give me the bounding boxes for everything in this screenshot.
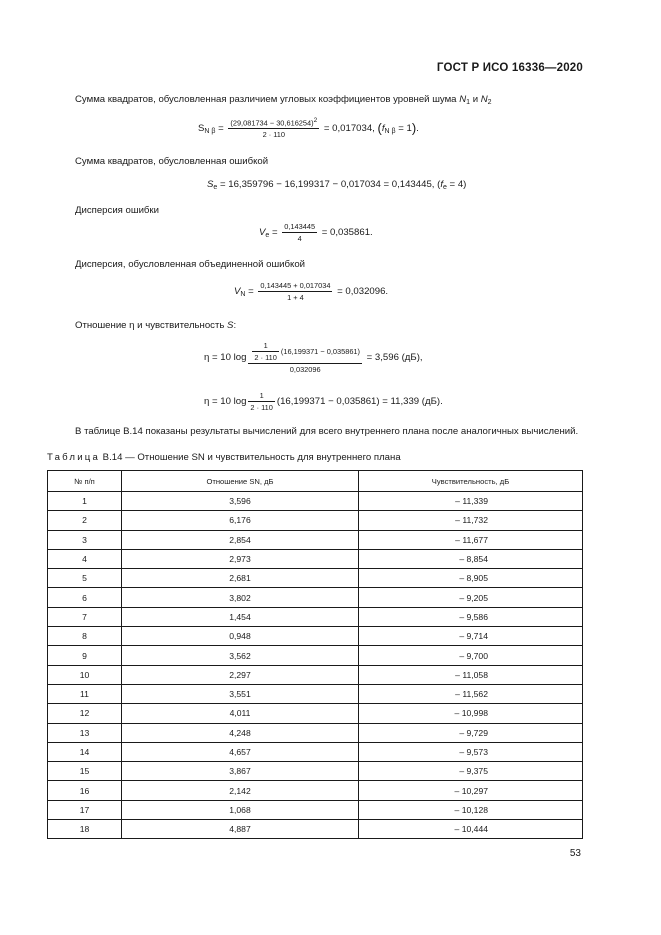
formula-lhs-sub: N β [204, 127, 216, 135]
cell-index: 5 [48, 569, 122, 588]
cell-sensitivity: – 10,297 [359, 781, 583, 800]
var-n1: N [459, 94, 467, 105]
header-sensitivity: Чувствительность, дБ [359, 471, 583, 492]
paragraph-ratio-sensitivity [75, 320, 236, 331]
formula-result: = 0,032096. [334, 286, 389, 298]
cell-index: 14 [48, 742, 122, 761]
formula-lhs: η = 10 log [204, 396, 247, 408]
fraction-denominator: 2 · 110 [250, 403, 273, 412]
cell-sn-ratio: 2,142 [122, 781, 359, 800]
cell-index: 2 [48, 511, 122, 530]
cell-index: 11 [48, 684, 122, 703]
formula-se [207, 179, 466, 191]
numerator-text: (29,081734 − 30,616254) [230, 118, 314, 128]
cell-index: 6 [48, 588, 122, 607]
cell-sn-ratio: 2,973 [122, 549, 359, 568]
cell-index: 16 [48, 781, 122, 800]
table-row [48, 607, 583, 626]
cell-index: 15 [48, 762, 122, 781]
formula-lhs-sub: e [265, 232, 270, 240]
cell-sensitivity: – 9,729 [359, 723, 583, 742]
cell-sn-ratio: 2,854 [122, 530, 359, 549]
cell-index: 8 [48, 627, 122, 646]
formula-ve [259, 222, 373, 243]
var-s: S [227, 320, 234, 331]
cell-sn-ratio: 3,596 [122, 492, 359, 511]
table-row [48, 762, 583, 781]
cell-sn-ratio: 4,657 [122, 742, 359, 761]
results-table [47, 470, 583, 839]
fraction-denominator: 4 [297, 234, 302, 243]
inner-rest: (16,199371 − 0,035861) [280, 346, 360, 356]
paragraph-text: Отношение η и чувствительность [75, 320, 228, 331]
cell-index: 10 [48, 665, 122, 684]
inner-denominator: 2 · 110 [254, 353, 277, 362]
cell-index: 9 [48, 646, 122, 665]
cell-index: 13 [48, 723, 122, 742]
formula-vn [234, 281, 388, 302]
formula-lhs: V [259, 227, 266, 239]
paragraph-text: Сумма квадратов, обусловленная различием угловых коэффициентов уровней шума [75, 94, 460, 105]
equals: = [245, 286, 257, 298]
period: . [416, 122, 419, 134]
table-header-row [48, 471, 583, 492]
cell-sensitivity: – 11,677 [359, 530, 583, 549]
formula-result: = 0,017034, [321, 122, 378, 134]
conj: и [470, 94, 481, 105]
cell-sn-ratio: 1,068 [122, 800, 359, 819]
fraction-numerator: 1 [248, 391, 274, 402]
cell-sensitivity: – 9,586 [359, 607, 583, 626]
table-row [48, 684, 583, 703]
cell-sensitivity: – 8,905 [359, 569, 583, 588]
cell-sensitivity: – 9,700 [359, 646, 583, 665]
table-row [48, 820, 583, 839]
formula-result: = 0,035861. [319, 227, 373, 239]
cell-sn-ratio: 3,562 [122, 646, 359, 665]
paragraph-error-sum: Сумма квадратов, обусловленная ошибкой [75, 156, 269, 167]
fraction-denominator: 1 + 4 [287, 293, 304, 302]
cell-sn-ratio: 4,011 [122, 704, 359, 723]
cell-sensitivity: – 9,205 [359, 588, 583, 607]
cell-index: 3 [48, 530, 122, 549]
formula-eta-1 [204, 341, 423, 374]
fraction [228, 117, 319, 139]
cell-index: 18 [48, 820, 122, 839]
var-n2-sub: 2 [487, 99, 492, 106]
cell-sn-ratio: 4,248 [122, 723, 359, 742]
caption-label: Таблица [47, 452, 101, 463]
paragraph-pooled-variance: Дисперсия, обусловленная объединенной ошибкой [75, 259, 306, 270]
outer-denominator: 0,032096 [289, 365, 321, 374]
cell-sensitivity: – 10,444 [359, 820, 583, 839]
table-row [48, 588, 583, 607]
cell-sn-ratio: 3,867 [122, 762, 359, 781]
fraction [248, 391, 274, 412]
formula-lhs: S [207, 179, 214, 190]
formula-rest: (16,199371 − 0,035861) = 11,339 (дБ). [276, 396, 443, 408]
page-number: 53 [569, 848, 581, 859]
var-n1-sub: 1 [466, 99, 471, 106]
cell-index: 1 [48, 492, 122, 511]
equals: = [215, 122, 227, 134]
cell-sn-ratio: 0,948 [122, 627, 359, 646]
cell-index: 12 [48, 704, 122, 723]
cell-sensitivity: – 11,339 [359, 492, 583, 511]
table-row [48, 569, 583, 588]
table-row [48, 549, 583, 568]
cell-sn-ratio: 6,176 [122, 511, 359, 530]
formula-snbeta [198, 117, 419, 139]
paren-open: ( [377, 120, 382, 136]
outer-fraction [248, 341, 362, 374]
table-row [48, 800, 583, 819]
cell-sensitivity: – 9,714 [359, 627, 583, 646]
table-row [48, 492, 583, 511]
table-row [48, 511, 583, 530]
table-row [48, 646, 583, 665]
paren-close: ) [411, 120, 417, 136]
document-header: ГОСТ Р ИСО 16336—2020 [436, 62, 583, 74]
formula-lhs-sub: e [213, 184, 218, 191]
fraction-denominator: 2 · 110 [262, 130, 286, 140]
equals: = [269, 227, 281, 239]
table-row [48, 665, 583, 684]
paragraph-error-variance: Дисперсия ошибки [75, 205, 159, 216]
cell-index: 4 [48, 549, 122, 568]
cell-index: 7 [48, 607, 122, 626]
formula-eta-2 [204, 391, 443, 412]
formula-lhs: V [234, 286, 241, 298]
cell-sn-ratio: 3,802 [122, 588, 359, 607]
df-sub: N β [384, 127, 396, 135]
df-value: = 4) [446, 179, 467, 190]
cell-index: 17 [48, 800, 122, 819]
table-row [48, 704, 583, 723]
cell-sensitivity: – 11,732 [359, 511, 583, 530]
header-sn-ratio: Отношение SN, дБ [122, 471, 359, 492]
outer-numerator [248, 341, 362, 364]
paragraph-table-intro: В таблице В.14 показаны результаты вычислений для всего внутреннего плана после аналогичных вычислений. [75, 426, 579, 437]
var-n2: N [480, 94, 488, 105]
colon: : [233, 320, 237, 331]
df-symbol: f [381, 122, 385, 134]
cell-sensitivity: – 11,058 [359, 665, 583, 684]
formula-lhs-sub: N [240, 291, 246, 299]
formula-rhs: = 16,359796 − 16,199317 − 0,017034 = 0,143445, ( [217, 179, 441, 190]
df-sub: e [442, 184, 447, 191]
paragraph-slope-sum [75, 94, 492, 106]
cell-sensitivity: – 11,562 [359, 684, 583, 703]
fraction-numerator: 0,143445 + 0,017034 [260, 281, 331, 290]
df-value: = 1 [395, 122, 412, 134]
fraction [282, 222, 317, 243]
table-row [48, 627, 583, 646]
cell-sensitivity: – 9,573 [359, 742, 583, 761]
table-row [48, 530, 583, 549]
table-row [48, 742, 583, 761]
formula-result: = 3,596 (дБ), [364, 352, 423, 364]
table-row [48, 723, 583, 742]
table-caption [47, 452, 401, 463]
cell-sensitivity: – 10,128 [359, 800, 583, 819]
fraction [258, 281, 332, 302]
cell-sensitivity: – 9,375 [359, 762, 583, 781]
header-index: № п/п [48, 471, 122, 492]
inner-fraction [252, 341, 278, 362]
caption-text: В.14 — Отношение SN и чувствительность для внутреннего плана [100, 452, 401, 463]
df-symbol: f [440, 179, 443, 190]
fraction-numerator: 0,143445 [284, 222, 316, 231]
cell-sn-ratio: 1,454 [122, 607, 359, 626]
cell-sn-ratio: 3,551 [122, 684, 359, 703]
table-row [48, 781, 583, 800]
formula-lhs: η = 10 log [204, 352, 247, 364]
cell-sensitivity: – 8,854 [359, 549, 583, 568]
fraction-numerator [228, 117, 319, 129]
formula-lhs: S [198, 122, 205, 134]
cell-sensitivity: – 10,998 [359, 704, 583, 723]
cell-sn-ratio: 2,297 [122, 665, 359, 684]
cell-sn-ratio: 2,681 [122, 569, 359, 588]
inner-numerator: 1 [252, 341, 278, 352]
numerator-exponent: 2 [313, 117, 318, 124]
cell-sn-ratio: 4,887 [122, 820, 359, 839]
